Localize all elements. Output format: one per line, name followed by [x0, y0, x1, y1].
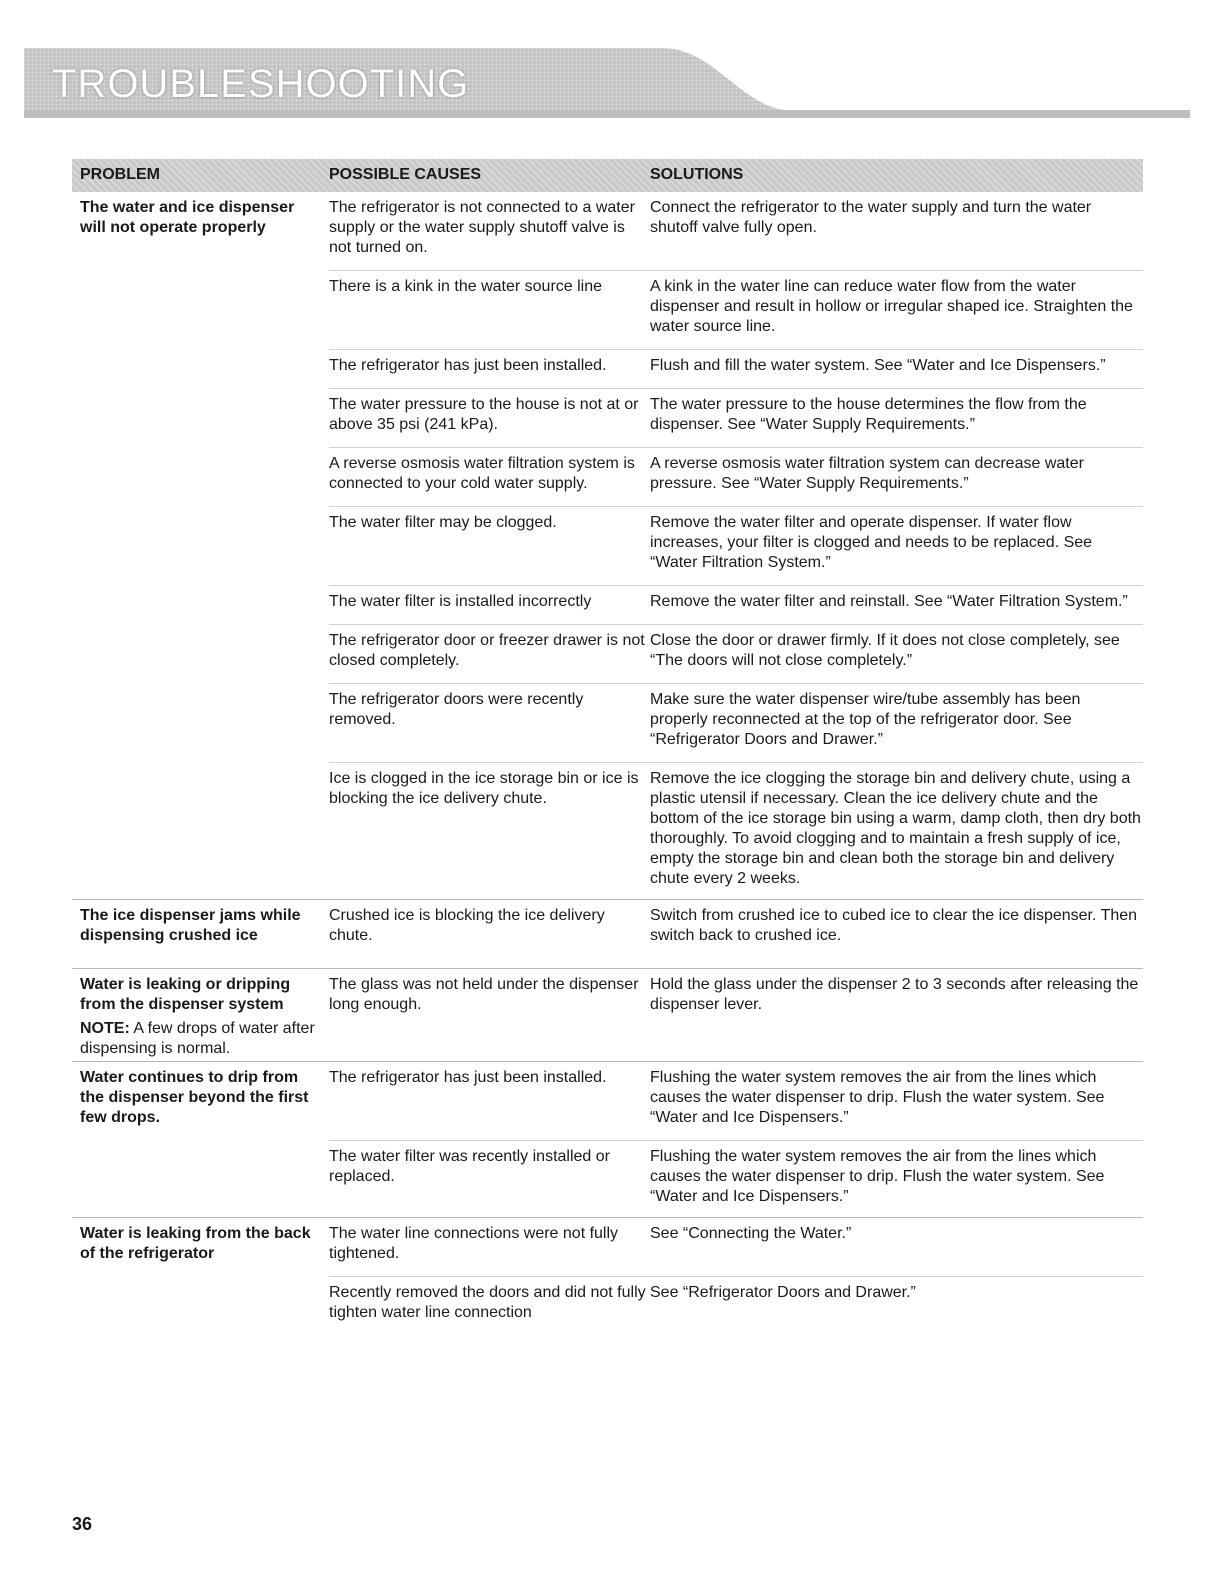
cause-text: The refrigerator door or freezer drawer is not closed completely.: [329, 632, 645, 669]
solution-text: Remove the water filter and reinstall. See “Water Filtration System.”: [650, 593, 1128, 610]
table-row: [329, 277, 1143, 350]
solution-text: Flush and fill the water system. See “Water and Ice Dispensers.”: [650, 357, 1106, 374]
page-number: 36: [72, 1514, 93, 1534]
cause-text: Ice is clogged in the ice storage bin or ice is blocking the ice delivery chute.: [329, 770, 639, 807]
table-row: [329, 198, 1143, 271]
cause-text: The glass was not held under the dispenser long enough.: [329, 976, 639, 1013]
table-row: [329, 1147, 1143, 1217]
section-banner: [24, 48, 1190, 118]
column-header-solutions: SOLUTIONS: [650, 166, 744, 183]
table-row: [329, 1224, 1143, 1277]
solution-text: The water pressure to the house determines the flow from the dispenser. See “Water Supply Requirements.”: [650, 396, 1087, 433]
solution-text: A kink in the water line can reduce water flow from the water dispenser and result in hollow or irregular shaped ice. Straighten the water source line.: [650, 278, 1133, 335]
cause-list: [329, 975, 1143, 1061]
cause-text: The water filter is installed incorrectly: [329, 593, 592, 610]
problem-title: Water continues to drip from the dispenser beyond the first few drops.: [80, 1069, 309, 1126]
solution-text: Hold the glass under the dispenser 2 to 3 seconds after releasing the dispenser lever.: [650, 976, 1139, 1013]
cause-list: [329, 1068, 1143, 1217]
solution-text: Remove the ice clogging the storage bin and delivery chute, using a plastic utensil if necessary. Clean the ice delivery chute and the bottom of the ice storage bin using a warm, damp cloth, then dry both thoroughly. To avoid clogging and to maintain a fresh supply of ice, empty the storage bin and clean both the storage bin and delivery chute every 2 weeks.: [650, 770, 1141, 887]
note-text: A few drops of water after dispensing is normal.: [80, 1020, 315, 1057]
solution-text: Make sure the water dispenser wire/tube assembly has been properly reconnected at the top of the refrigerator door. See “Refrigerator Doors and Drawer.”: [650, 691, 1081, 748]
cause-text: The water line connections were not fully tightened.: [329, 1225, 619, 1262]
cause-text: Recently removed the doors and did not fully tighten water line connection: [329, 1284, 646, 1321]
problem-group: [72, 198, 1143, 900]
cause-text: The refrigerator has just been installed.: [329, 1069, 607, 1086]
column-header-possible-causes: POSSIBLE CAUSES: [329, 166, 482, 183]
cause-text: Crushed ice is blocking the ice delivery chute.: [329, 907, 605, 944]
cause-text: The water filter may be clogged.: [329, 514, 557, 531]
cause-list: [329, 198, 1143, 899]
table-row: [329, 592, 1143, 625]
table-row: [329, 1068, 1143, 1141]
table-row: [329, 690, 1143, 763]
solution-text: See “Refrigerator Doors and Drawer.”: [650, 1284, 916, 1301]
solution-text: Connect the refrigerator to the water supply and turn the water shutoff valve fully open.: [650, 199, 1092, 236]
cause-text: The refrigerator is not connected to a water supply or the water supply shutoff valve is not turned on.: [329, 199, 635, 256]
problem-title: The water and ice dispenser will not operate properly: [80, 199, 295, 236]
cause-text: A reverse osmosis water filtration system is connected to your cold water supply.: [329, 455, 635, 492]
cause-text: The water filter was recently installed or replaced.: [329, 1148, 610, 1185]
problem-group: [72, 900, 1143, 969]
problem-cell: [80, 198, 320, 238]
table-row: [329, 631, 1143, 684]
table-row: [329, 513, 1143, 586]
troubleshooting-table: [72, 198, 1143, 1333]
solution-text: Flushing the water system removes the air from the lines which causes the water dispenser to drip. Flush the water system. See “Water and Ice Dispensers.”: [650, 1148, 1105, 1205]
cause-list: [329, 1224, 1143, 1333]
solution-text: Switch from crushed ice to cubed ice to clear the ice dispenser. Then switch back to crushed ice.: [650, 907, 1138, 944]
table-header: [72, 159, 1143, 192]
table-row: [329, 975, 1143, 1061]
problem-cell: [80, 1068, 320, 1128]
problem-title: The ice dispenser jams while dispensing crushed ice: [80, 907, 301, 944]
problem-cell: [80, 906, 320, 946]
table-row: [329, 769, 1143, 899]
problem-group: [72, 969, 1143, 1062]
table-row: [329, 356, 1143, 389]
cause-text: There is a kink in the water source line: [329, 278, 603, 295]
problem-group: [72, 1062, 1143, 1218]
solution-text: Flushing the water system removes the air from the lines which causes the water dispenser to drip. Flush the water system. See “Water and Ice Dispensers.”: [650, 1069, 1105, 1126]
solution-text: Close the door or drawer firmly. If it does not close completely, see “The doors will not close completely.”: [650, 632, 1120, 669]
problem-cell: [80, 975, 320, 1059]
table-row: [329, 454, 1143, 507]
column-header-problem: PROBLEM: [80, 166, 160, 183]
table-row: [329, 1283, 1143, 1333]
problem-title: Water is leaking from the back of the refrigerator: [80, 1225, 311, 1262]
problem-cell: [80, 1224, 320, 1264]
cause-text: The refrigerator doors were recently removed.: [329, 691, 584, 728]
page-title: TROUBLESHOOTING: [52, 62, 470, 106]
cause-list: [329, 906, 1143, 968]
problem-group: [72, 1218, 1143, 1333]
cause-text: The water pressure to the house is not at or above 35 psi (241 kPa).: [329, 396, 639, 433]
cause-text: The refrigerator has just been installed.: [329, 357, 607, 374]
solution-text: A reverse osmosis water filtration system can decrease water pressure. See “Water Supply Requirements.”: [650, 455, 1084, 492]
problem-note: [80, 1019, 320, 1059]
table-row: [329, 906, 1143, 968]
solution-text: Remove the water filter and operate dispenser. If water flow increases, your filter is clogged and needs to be replaced. See “Water Filtration System.”: [650, 514, 1093, 571]
problem-title: Water is leaking or dripping from the dispenser system: [80, 976, 291, 1013]
solution-text: See “Connecting the Water.”: [650, 1225, 852, 1242]
table-row: [329, 395, 1143, 448]
note-label: NOTE:: [80, 1020, 130, 1037]
